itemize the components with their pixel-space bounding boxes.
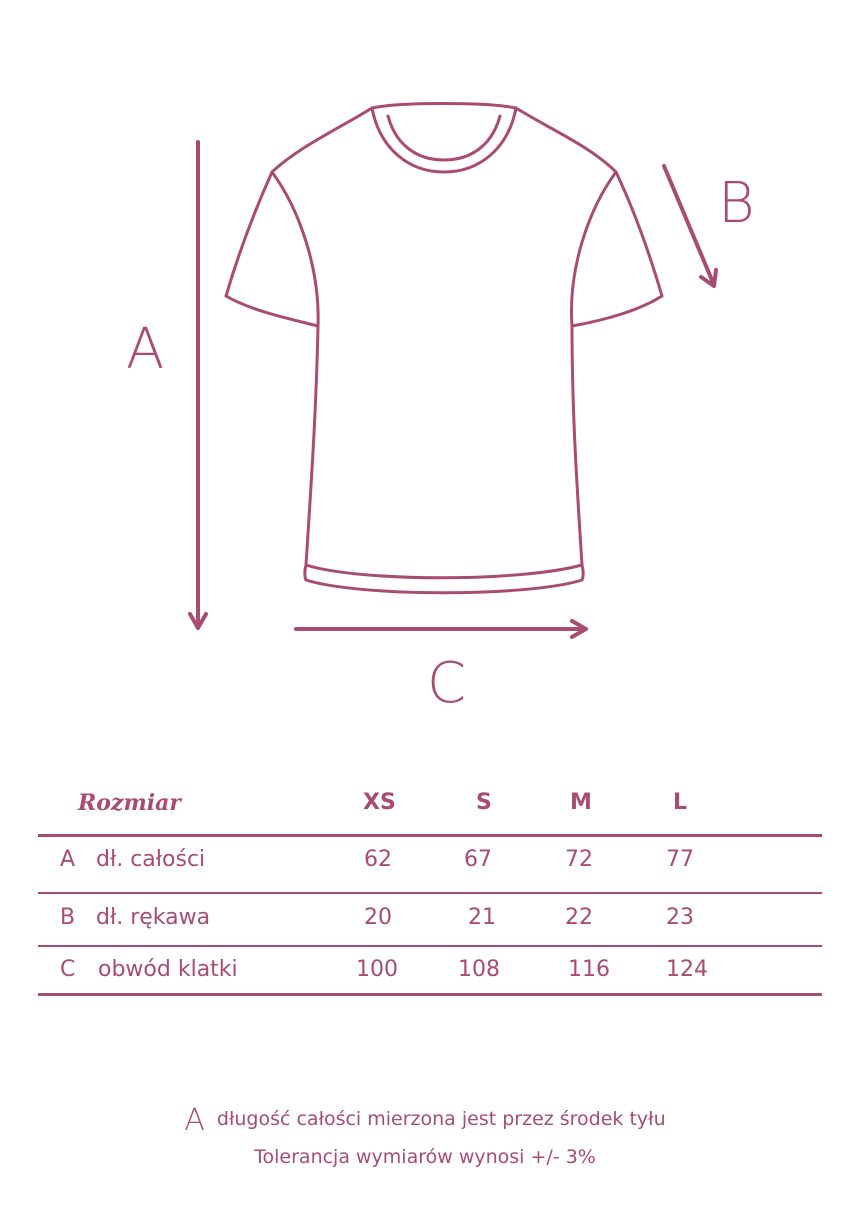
size-header-xs: XS [363, 790, 396, 815]
table-title: Rozmiar [78, 790, 181, 816]
size-table [38, 780, 822, 991]
row-value-m: 116 [568, 957, 610, 982]
left-armhole-seam [272, 172, 318, 326]
row-value-s: 21 [468, 905, 496, 930]
row-value-m: 22 [565, 905, 593, 930]
note-line-1: długość całości mierzona jest przez środek tyłu [216, 1108, 666, 1130]
row-label: dł. całości [96, 847, 206, 872]
row-key: B [60, 905, 76, 930]
row-value-l: 124 [666, 957, 708, 982]
row-key: C [60, 957, 76, 982]
table-bottom-rule [38, 993, 822, 996]
row-value-s: 67 [464, 847, 492, 872]
size-header-m: M [570, 790, 592, 815]
row-value-m: 72 [565, 847, 593, 872]
collar-outer [372, 108, 516, 172]
row-value-xs: 62 [364, 847, 392, 872]
table-row [38, 835, 822, 887]
row-value-xs: 20 [364, 905, 392, 930]
row-label: dł. rękawa [96, 905, 211, 930]
size-table-header [38, 780, 822, 835]
note-tolerance: Tolerancja wymiarów wynosi +/- 3% [254, 1146, 596, 1168]
row-key: A [60, 847, 76, 872]
row-value-l: 77 [666, 847, 694, 872]
row-value-l: 23 [666, 905, 694, 930]
row-label: obwód klatki [98, 957, 238, 982]
measure-label-a: A [126, 317, 165, 382]
table-row [38, 945, 822, 997]
row-value-s: 108 [458, 957, 500, 982]
collar-inner [388, 116, 500, 160]
arrow-b-shaft [664, 166, 714, 285]
right-armhole-seam [571, 172, 616, 326]
size-header-l: L [673, 790, 688, 815]
row-value-xs: 100 [356, 957, 398, 982]
tshirt-body-outline [226, 108, 662, 578]
collar-top [372, 104, 516, 109]
measure-label-b: B [718, 171, 755, 236]
note-measurement-method [0, 1103, 850, 1138]
note-marker: A [184, 1103, 205, 1138]
measure-label-c: C [427, 651, 467, 716]
table-row [38, 893, 822, 945]
size-header-s: S [476, 790, 492, 815]
